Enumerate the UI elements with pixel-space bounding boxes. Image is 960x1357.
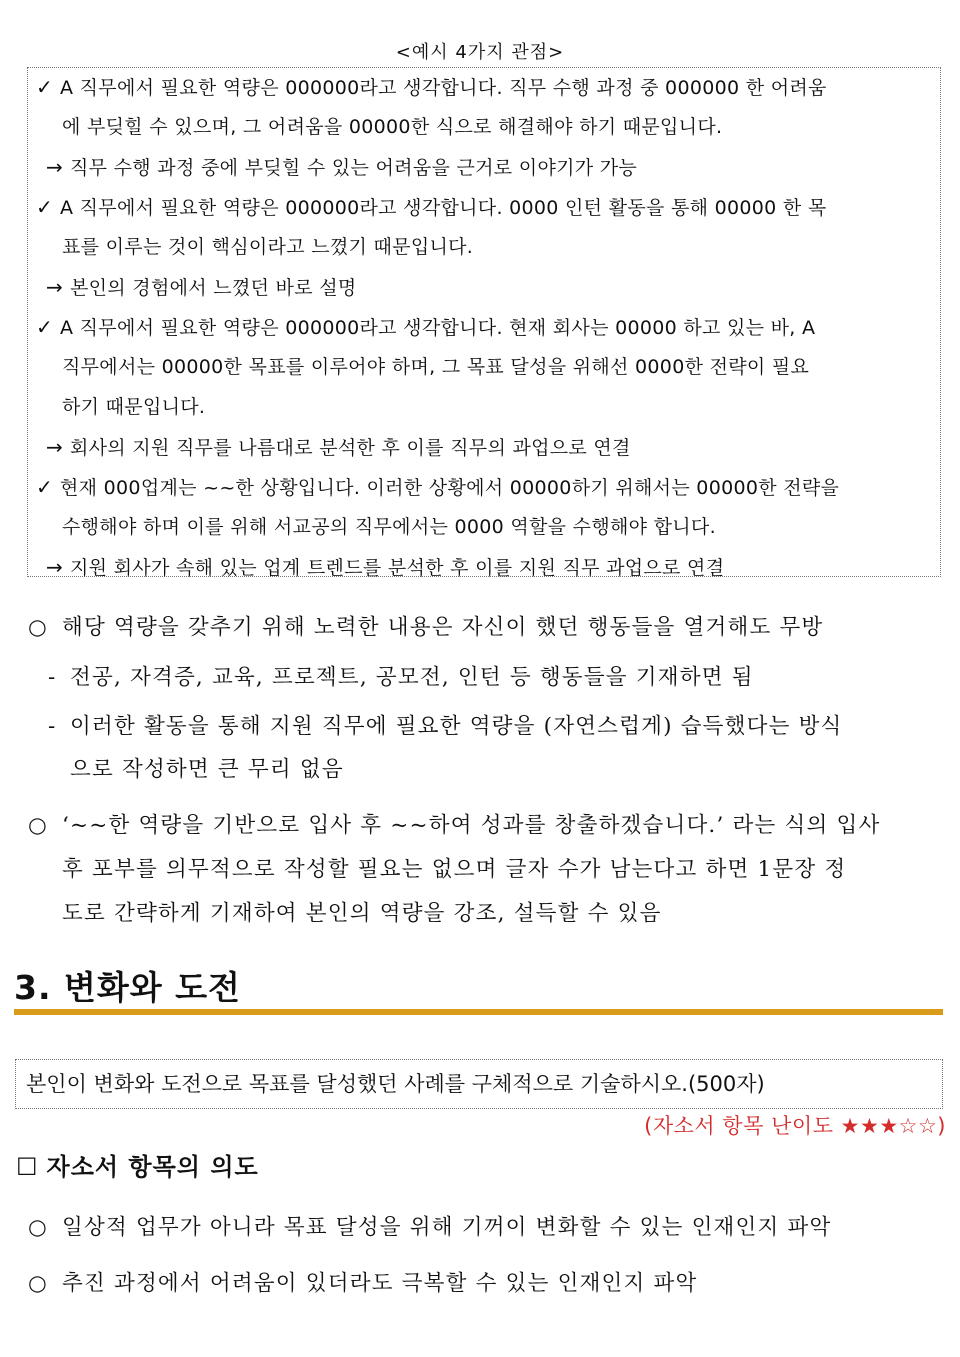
check-icon: ✓ [36, 195, 54, 219]
check-icon: ✓ [36, 315, 54, 339]
example-line: ✓ A 직무에서 필요한 역량은 000000라고 생각합니다. 0000 인턴 활동을 통해 00000 한 목 [36, 187, 827, 228]
section-title: 3. 변화와 도전 [14, 968, 241, 1007]
dash-bullet-icon: - [48, 665, 57, 690]
circle-bullet-icon: ○ [28, 1215, 48, 1240]
note-bullet-continued: 후 포부를 의무적으로 작성할 필요는 없으며 글자 수가 남는다고 하면 1문장 정 [62, 857, 847, 882]
arrow-right-icon: → [46, 155, 64, 179]
arrow-right-icon: → [46, 275, 64, 299]
note-bullet: ○ ‘~~한 역량을 기반으로 입사 후 ~~하여 성과를 창출하겠습니다.’ 라는 식의 입사 [28, 813, 881, 838]
example-line: 에 부딪힐 수 있으며, 그 어려움을 00000한 식으로 해결해야 하기 때문입니다. [62, 116, 723, 138]
intent-item: ○ 추진 과정에서 어려움이 있더라도 극복할 수 있는 인재인지 파악 [28, 1271, 698, 1296]
example-line: 표를 이루는 것이 핵심이라고 느꼈기 때문입니다. [62, 236, 474, 258]
circle-bullet-icon: ○ [28, 1271, 48, 1296]
question-box: 본인이 변화와 도전으로 목표를 달성했던 사례를 구체적으로 기술하시오.(500자) [15, 1059, 943, 1109]
checkbox-icon: ☐ [16, 1153, 39, 1181]
example-box [27, 67, 941, 577]
arrow-right-icon: → [46, 555, 64, 579]
section-divider [14, 1009, 943, 1015]
note-sub-item: - 전공, 자격증, 교육, 프로젝트, 공모전, 인턴 등 행동들을 기재하면 됨 [48, 665, 754, 690]
example-line: ✓ A 직무에서 필요한 역량은 000000라고 생각합니다. 현재 회사는 00000 하고 있는 바, A [36, 307, 815, 348]
intent-item: ○ 일상적 업무가 아니라 목표 달성을 위해 기꺼이 변화할 수 있는 인재인지 파악 [28, 1215, 832, 1240]
example-line: → 본인의 경험에서 느꼈던 바로 설명 [46, 267, 357, 308]
note-sub-item-continued: 으로 작성하면 큰 무리 없음 [70, 757, 344, 782]
difficulty-rating: (자소서 항목 난이도 ★★★☆☆) [644, 1114, 946, 1138]
example-line: → 지원 회사가 속해 있는 업계 트렌드를 분석한 후 이를 지원 직무 과업으로 연결 [46, 547, 724, 588]
example-line: → 회사의 지원 직무를 나름대로 분석한 후 이를 직무의 과업으로 연결 [46, 427, 631, 468]
example-line: ✓ A 직무에서 필요한 역량은 000000라고 생각합니다. 직무 수행 과정 중 000000 한 어려움 [36, 67, 827, 108]
circle-bullet-icon: ○ [28, 615, 48, 640]
example-line: ✓ 현재 000업계는 ~~한 상황입니다. 이러한 상황에서 00000하기 위해서는 00000한 전략을 [36, 467, 839, 508]
example-caption: <예시 4가지 관점> [395, 42, 565, 63]
check-icon: ✓ [36, 475, 54, 499]
arrow-right-icon: → [46, 435, 64, 459]
example-line: 직무에서는 00000한 목표를 이루어야 하며, 그 목표 달성을 위해선 0000한 전략이 필요 [62, 356, 810, 378]
check-icon: ✓ [36, 75, 54, 99]
dash-bullet-icon: - [48, 714, 57, 739]
note-bullet: ○ 해당 역량을 갖추기 위해 노력한 내용은 자신이 했던 행동들을 열거해도 무방 [28, 615, 824, 640]
circle-bullet-icon: ○ [28, 813, 48, 838]
intent-heading: ☐ 자소서 항목의 의도 [16, 1153, 259, 1181]
example-line: 하기 때문입니다. [62, 396, 206, 418]
note-bullet-continued: 도로 간략하게 기재하여 본인의 역량을 강조, 설득할 수 있음 [62, 901, 662, 926]
example-line: 수행해야 하며 이를 위해 서교공의 직무에서는 0000 역할을 수행해야 합니다. [62, 516, 716, 538]
example-line: → 직무 수행 과정 중에 부딪힐 수 있는 어려움을 근거로 이야기가 가능 [46, 147, 637, 188]
note-sub-item: - 이러한 활동을 통해 지원 직무에 필요한 역량을 (자연스럽게) 습득했다는 방식 [48, 714, 843, 739]
